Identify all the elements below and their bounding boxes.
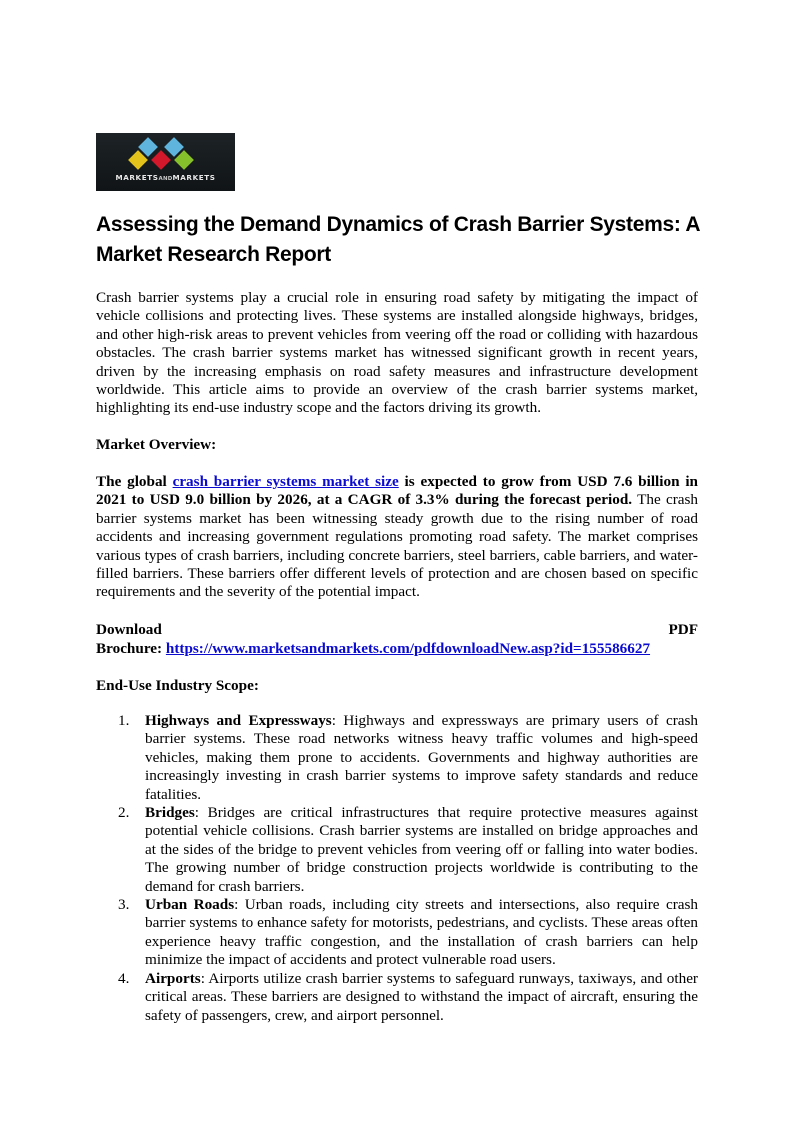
end-use-scope-heading: End-Use Industry Scope:: [96, 677, 259, 694]
list-item-highways: [96, 712, 698, 804]
market-overview-paragraph: [96, 473, 698, 602]
list-item-desc: : Bridges are critical infrastructures that require protective measures against potential vehicle collisions. Crash barrier systems are installed on bridge approaches and at the sides of the bridge to prevent vehicles from veering off or falling into water bodies. The growing number of bridge construction projects worldwide is contributing to the demand for crash barriers.: [145, 804, 698, 895]
pdf-label: PDF: [668, 621, 698, 638]
list-item-term: Highways and Expressways: [145, 712, 332, 729]
market-size-bold-prefix: The global: [96, 473, 173, 490]
list-item-desc: : Airports utilize crash barrier systems to safeguard runways, taxiways, and other critical areas. These barriers are designed to withstand the impact of aircraft, ensuring the safety of passengers, crew, and airport personnel.: [145, 969, 698, 1024]
list-number: 2.: [118, 804, 130, 822]
list-item-bridges: [96, 804, 698, 896]
market-size-link[interactable]: crash barrier systems market size: [172, 473, 399, 490]
logo-diamond-red: [151, 150, 171, 170]
logo-word-and: AND: [158, 176, 173, 182]
logo-word-markets-2: MARKETS: [172, 173, 216, 182]
logo-wordmark: [96, 173, 235, 182]
list-item-term: Bridges: [145, 804, 195, 822]
marketsandmarkets-logo: [96, 133, 235, 191]
brochure-label: Brochure:: [96, 640, 163, 657]
market-overview-heading: Market Overview:: [96, 436, 217, 453]
list-item-airports: [96, 970, 698, 1025]
list-item-term: Urban Roads: [145, 896, 235, 914]
intro-paragraph: Crash barrier systems play a crucial role in ensuring road safety by mitigating the impact of vehicle collisions and protecting lives. These systems are installed alongside highways, bridges, and other high-risk areas to prevent vehicles from veering off the road or colliding with hazardous obstacles. The crash barrier systems market has witnessed significant growth in recent years, driven by the increasing emphasis on road safety measures and infrastructure development worldwide. This article aims to provide an overview of the crash barrier systems market, highlighting its end-use industry scope and the factors driving its growth.: [96, 289, 698, 417]
list-item-urban-roads: [96, 896, 698, 970]
list-number: 3.: [118, 896, 130, 914]
list-number: 4.: [118, 969, 130, 987]
brochure-download-link[interactable]: https://www.marketsandmarkets.com/pdfdownloadNew.asp?id=155586627: [165, 640, 651, 657]
download-label: Download: [96, 621, 162, 638]
pdf-brochure-block: [96, 620, 698, 658]
end-use-industry-list: [96, 712, 698, 1025]
logo-word-markets: MARKETS: [115, 173, 159, 182]
list-item-term: Airports: [145, 969, 201, 987]
market-overview-body: The crash barrier systems market has been witnessing steady growth due to the rising number of road accidents and increasing government regulations promoting road safety. The market comprises various types of crash barriers, including concrete barriers, steel barriers, cable barriers, and water-filled barriers. These barriers offer different levels of protection and are chosen based on specific requirements and the severity of the potential impact.: [96, 491, 698, 601]
list-item-desc: : Urban roads, including city streets and intersections, also require crash barrier systems to enhance safety for motorists, pedestrians, and cyclists. These areas often experience heavy traffic congestion, and the installation of crash barriers can help minimize the impact of accidents and protect vulnerable road users.: [145, 896, 698, 969]
page-title: Assessing the Demand Dynamics of Crash Barrier Systems: A Market Research Report: [96, 213, 700, 266]
market-size-bold-suffix: is expected to grow from USD 7.6 billion in 2021 to USD 9.0 billion by 2026, at a CAGR of 3.3% during the forecast period.: [96, 473, 698, 509]
list-number: 1.: [118, 712, 130, 729]
list-item-desc: : Highways and expressways are primary users of crash barrier systems. These road networks witness heavy traffic volumes and high-speed vehicles, making them prone to accidents. Governments and highway authorities are increasingly investing in crash barrier systems to improve safety standards and reduce fatalities.: [145, 712, 699, 803]
